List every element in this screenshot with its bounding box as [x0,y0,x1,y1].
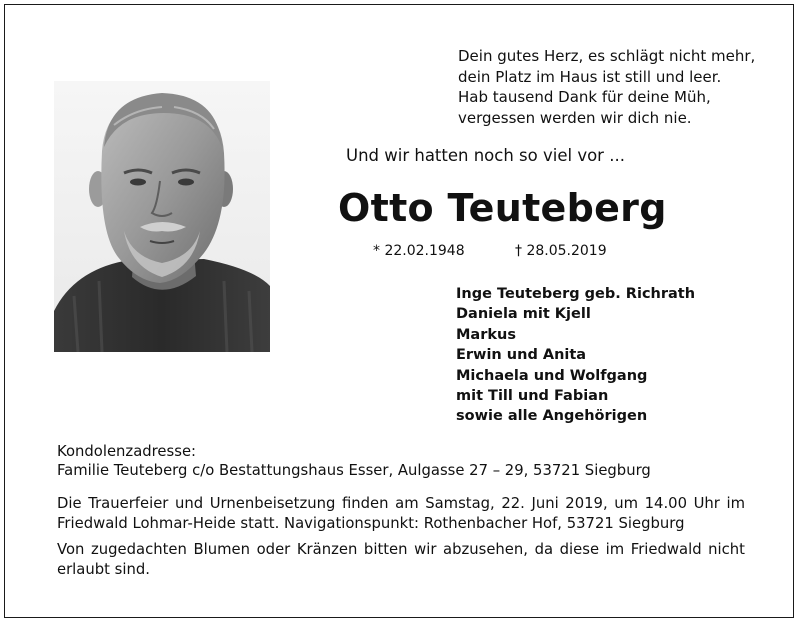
death-date: † 28.05.2019 [515,243,607,259]
mourner-line: Markus [456,326,516,343]
condolence-label: Kondolenzadresse: [57,443,197,460]
mourner-line: sowie alle Angehörigen [456,408,648,425]
mourner-line: Inge Teuteberg geb. Richrath [456,286,696,302]
poem-line: Hab tausend Dank für deine Müh, [458,88,711,106]
condolence-address: Familie Teuteberg c/o Bestattungshaus Esser, Aulgasse 27 – 29, 53721 Siegburg [57,462,651,479]
poem-line: Dein gutes Herz, es schlägt nicht mehr, [458,47,756,65]
poem-line: vergessen werden wir dich nie. [458,108,692,127]
mourners-list [456,284,695,427]
mourner-line: Michaela und Wolfgang [456,367,648,384]
mourner-line: mit Till und Fabian [456,388,609,405]
portrait-photo [54,81,270,352]
poem [458,46,755,128]
tagline: Und wir hatten noch so viel vor ... [346,146,625,165]
deceased-name: Otto Teuteberg [338,186,667,230]
mourner-line: Erwin und Anita [456,347,587,364]
ceremony-paragraph: Die Trauerfeier und Urnenbeisetzung finden am Samstag, 22. Juni 2019, um 14.00 Uhr im Friedwald Lohmar-Heide statt. Navigationspunkt: Rothenbacher Hof, 53721 Siegburg [57,495,745,532]
mourner-line: Daniela mit Kjell [456,306,591,323]
birth-date: * 22.02.1948 [373,243,465,259]
poem-line: dein Platz im Haus ist still und leer. [458,67,722,86]
flowers-paragraph: Von zugedachten Blumen oder Kränzen bitten wir abzusehen, da diese im Friedwald nicht erlaubt sind. [57,541,745,578]
